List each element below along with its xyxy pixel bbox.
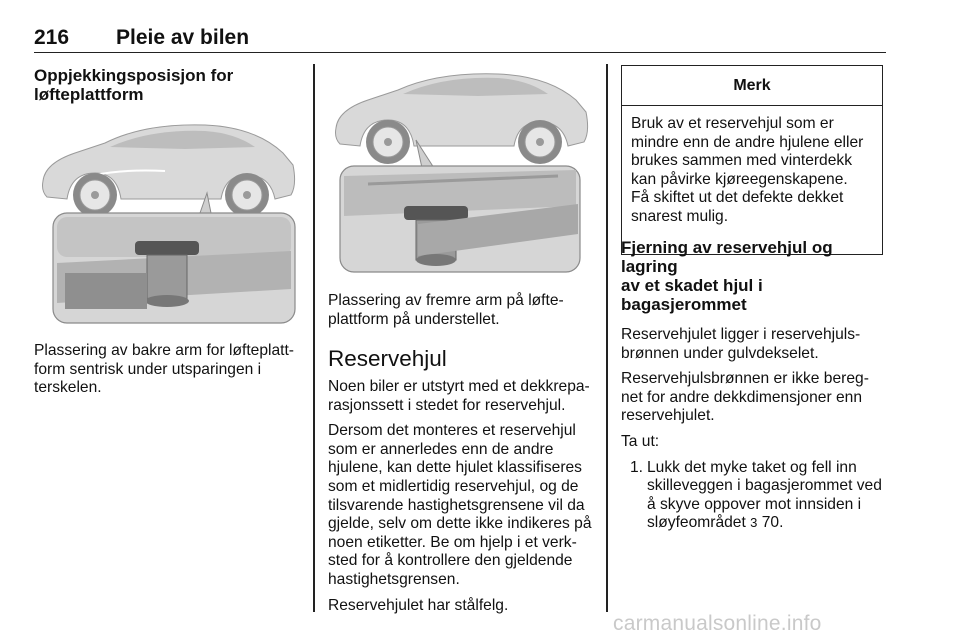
- left-heading: [34, 66, 304, 104]
- reservehjul-section: [328, 346, 598, 622]
- page-header: [34, 26, 886, 53]
- watermark: carmanualsonline.info: [613, 612, 822, 635]
- paragraph: Reservehjulet ligger i reservehjuls- brønnen under gulvdekselet.: [621, 326, 861, 362]
- front-lift-arm-illustration: [328, 66, 592, 276]
- paragraph: Reservehjulet har stålfelg.: [328, 596, 509, 614]
- section-heading: Fjerning av reservehjul og lagring av et skadet hjul i bagasjerommet: [621, 238, 833, 314]
- list-item: 1. Lukk det myke taket og fell inn skilleveggen i bagasjerommet ved å skyve oppover mot innsiden i sløyfeområdet 3 70.: [630, 458, 882, 532]
- right-section: [621, 238, 889, 533]
- paragraph: Noen biler er utstyrt med et dekkrepa- rasjonssett i stedet for reservehjul.: [328, 378, 590, 414]
- section-title: Reservehjul: [328, 346, 447, 371]
- page-title: Pleie av bilen: [116, 26, 250, 49]
- section-heading: Oppjekkingsposisjon for løfteplattform: [34, 66, 234, 104]
- step-number: 1.: [630, 458, 644, 476]
- note-title: Merk: [622, 66, 882, 106]
- steps-list: [621, 459, 889, 533]
- left-caption: Plassering av bakre arm for løfteplatt- form sentrisk under utsparingen i terskelen.: [34, 342, 294, 397]
- paragraph: Dersom det monteres et reservehjul som er annerledes enn de andre hjulene, kan dette hjulet klassifiseres som et midlertidig reservehjul, og de tilsvarende hastighetsgrensene vil da gjelde, selv om dette ikke indikeres på noen etiketter. Be om hjelp i et verk- sted for å kontrollere den gjeldende hastighetsgrensen.: [328, 422, 592, 588]
- paragraph: Ta ut:: [621, 432, 660, 450]
- front-lift-arm-diagram: [328, 66, 592, 276]
- middle-caption: Plassering av fremre arm på løfte- plattform på understellet.: [328, 292, 564, 328]
- page-reference-link[interactable]: 70.: [761, 514, 784, 532]
- page-reference-icon: 3: [750, 515, 758, 531]
- note-box: [621, 65, 883, 255]
- rear-lift-arm-illustration: [35, 113, 299, 327]
- note-body: Bruk av et reservehjul som er mindre enn de andre hjulene eller brukes sammen med vinterdekk kan påvirke kjøreegenskapene. Få skiftet ut det defekte dekket snarest mulig.: [631, 115, 864, 225]
- rear-lift-arm-diagram: [35, 113, 299, 327]
- page-number: 216: [34, 26, 70, 49]
- column-divider: [606, 64, 608, 612]
- paragraph: Reservehjulsbrønnen er ikke bereg- net for andre dekkdimensjoner enn reservehjulet.: [621, 370, 869, 425]
- column-divider: [313, 64, 315, 612]
